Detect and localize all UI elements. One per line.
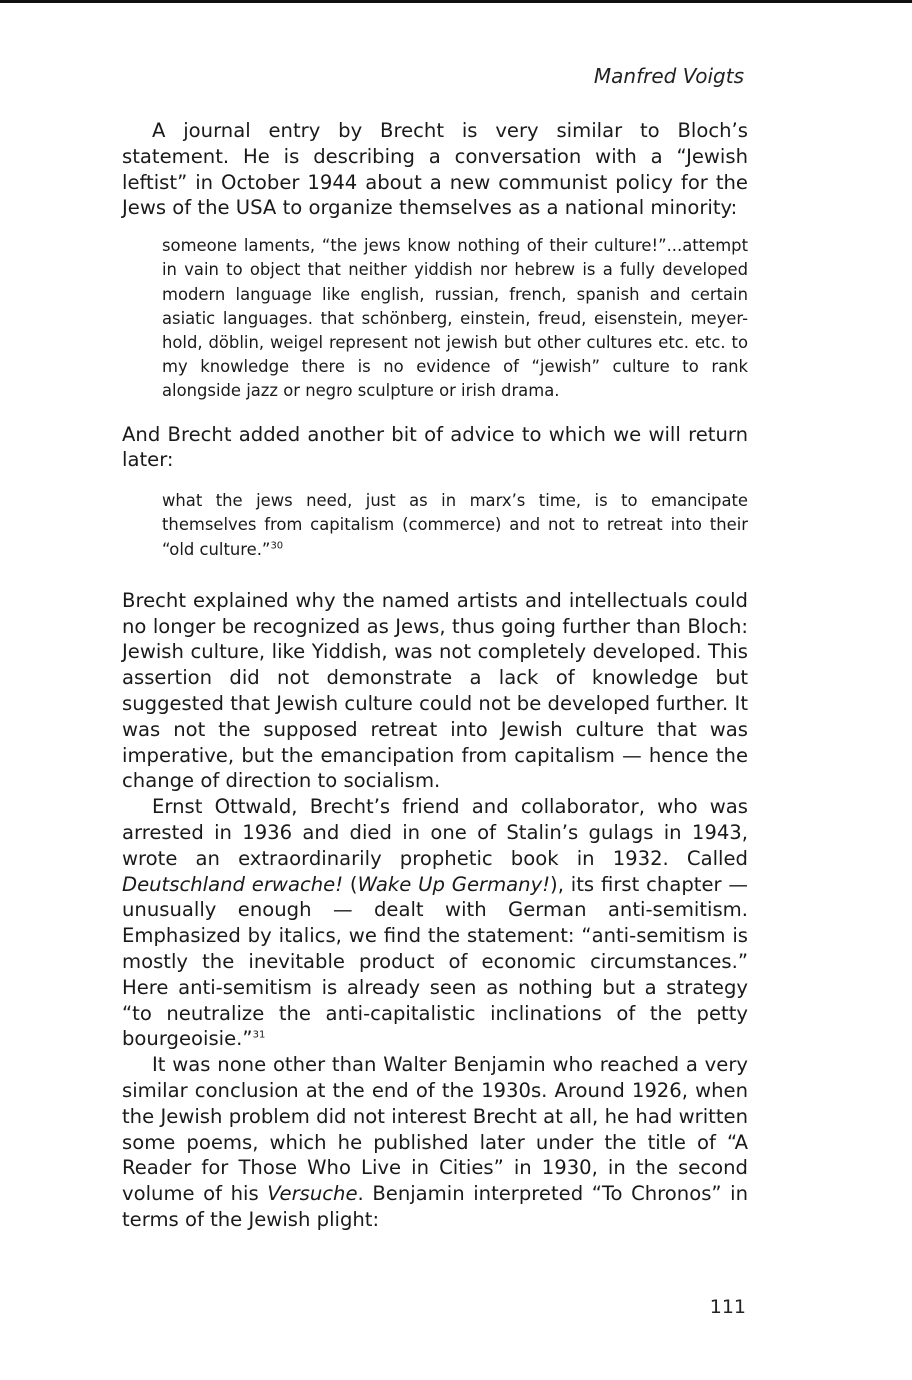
paragraph-3: Brecht explained why the named artists and intellectuals could no longer be recognized as Jews, thus going further than Bloch: Jewish culture, like Yiddish, was not completely developed. This assertion did not demonstrate a lack of knowledge but suggested that Jewish culture could not be developed further. It was not the supposed retreat into Jewish culture that was imperative, but the emancipation from capitalism — hence the change of direction to socialism. [122,588,748,793]
paragraph-5 [122,1052,748,1233]
book-title-wake-up-germany: Wake Up Germany! [357,872,551,896]
block-quote-2-text: what the jews need, just as in marx’s time, is to emancipate themselves from capitalism (commerce) and not to retreat into their “old culture.” [162,491,748,559]
top-border-line [0,0,912,3]
running-header-author: Manfred Voigts [593,64,744,88]
block-quote-1: someone laments, “the jews know nothing of their culture!”...attempt in vain to object that neither yiddish nor hebrew is a fully developed modern language like english, russian, french, spanish and certain asiatic languages. that schönberg, einstein, freud, eisenstein, meyer-hold, döblin, weigel represent not jewish but other cultures etc. etc. to my knowledge there is no evidence of “jewish” culture to rank alongside jazz or negro sculpture or irish drama. [162,236,748,401]
title-versuche: Versuche [267,1182,358,1206]
paragraph-4-text-a: Ernst Ottwald, Brecht’s friend and collaborator, who was arrested in 1936 and died in one of Stalin’s gulags in 1943, wrote an extraordinarily prophetic book in 1932. Called [122,795,748,870]
paragraph-2: And Brecht added another bit of advice to which we will return later: [122,422,748,472]
paragraph-5-text-a: It was none other than Walter Benjamin who reached a very similar conclusion at the end of the 1930s. Around 1926, when the Jewish problem did not interest Brecht at all, he had written some poems, which he published later under the title of “A Reader for Those Who Live in Cities” in 1930, in the second volume of his [122,1053,748,1206]
book-title-deutschland-erwache: Deutschland erwache! [122,872,344,896]
paragraph-5-text-b: . Benjamin interpreted “To Chronos” in terms of the Jewish plight: [122,1182,748,1231]
page-number: 111 [709,1296,746,1318]
paragraph-4-text-c: ), its first chapter — unusually enough — dealt with German anti-semitism. Emphasized by italics, we find the statement: “anti-semitism is mostly the inevitable product of economic circumstances.” Here anti-semitism is already seen as nothing but a strategy “to neutralize the anti-capitalistic inclinations of the petty bourgeoisie.” [122,872,749,1051]
page-body [122,118,748,1233]
paragraph-1: A journal entry by Brecht is very similar to Bloch’s statement. He is describing a conversation with a “Jewish leftist” in October 1944 about a new communist policy for the Jews of the USA to organize themselves as a national minority: [122,119,748,220]
block-quote-2 [122,489,748,562]
footnote-ref-31: 31 [252,1029,266,1041]
footnote-ref-30: 30 [270,540,284,552]
paragraph-4 [122,794,748,1052]
paragraph-4-text-b: ( [343,872,358,896]
